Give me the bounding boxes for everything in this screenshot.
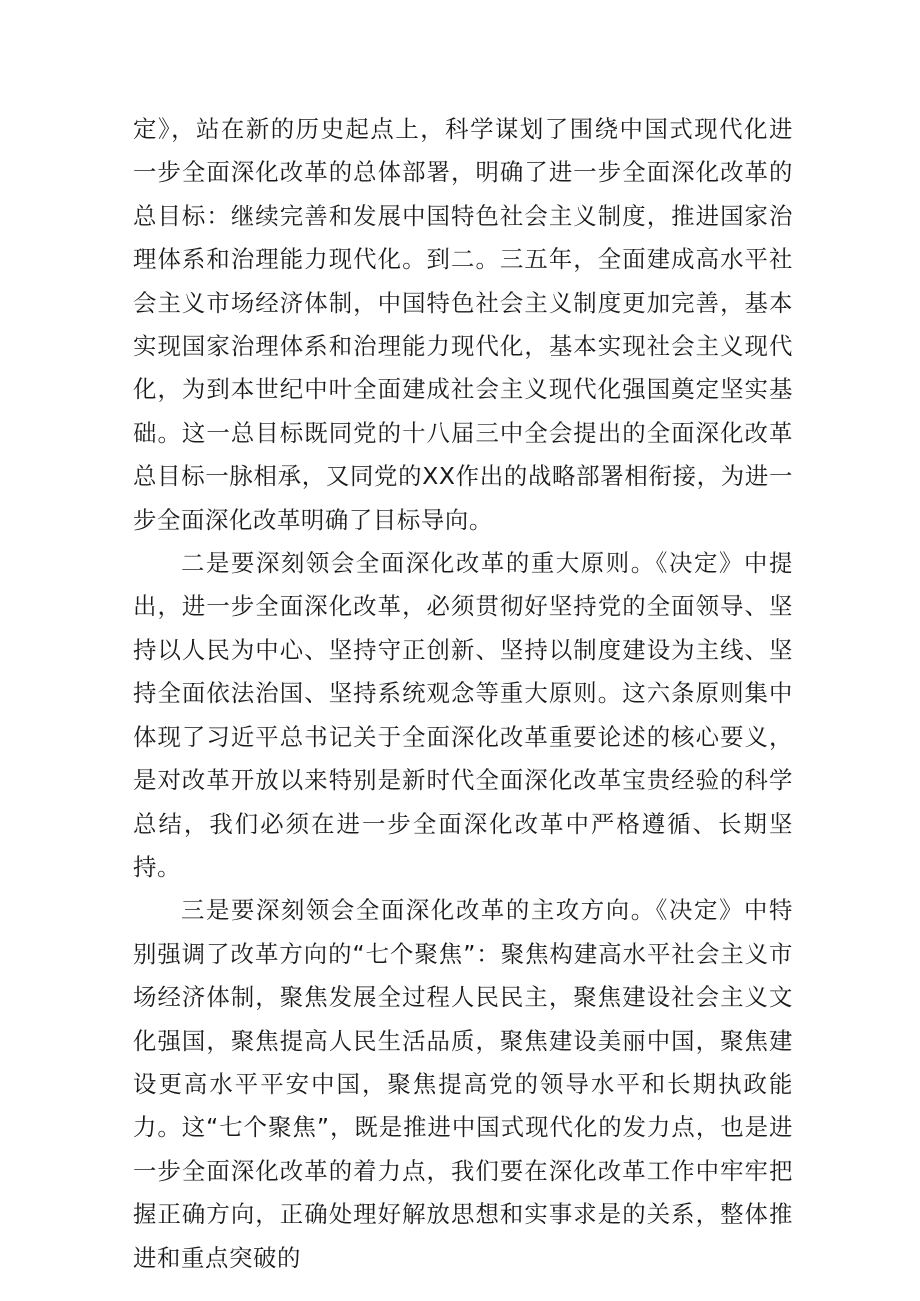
paragraph-continuation: 定》，站在新的历史起点上，科学谋划了围绕中国式现代化进一步全面深化改革的总体部署，明确了进一步全面深化改革的总目标：继续完善和发展中国特色社会主义制度，推进国家治理体系和治理能力现代化。到二。三五年，全面建成高水平社会主义市场经济体制，中国特色社会主义制度更加完善，基本实现国家治理体系和治理能力现代化，基本实现社会主义现代化，为到本世纪中叶全面建成社会主义现代化强国奠定坚实基础。这一总目标既同党的十八届三中全会提出的全面深化改革总目标一脉相承，又同党的XX作出的战略部署相衔接，为进一步全面深化改革明确了目标导向。 bbox=[133, 115, 793, 534]
paragraph-major-principles: 二是要深刻领会全面深化改革的重大原则。《决定》中提出，进一步全面深化改革，必须贯彻好坚持党的全面领导、坚持以人民为中心、坚持守正创新、坚持以制度建设为主线、坚持全面依法治国、坚持系统观念等重大原则。这六条原则集中体现了习近平总书记关于全面深化改革重要论述的核心要义，是对改革开放以来特别是新时代全面深化改革宝贵经验的科学总结，我们必须在进一步全面深化改革中严格遵循、长期坚持。 bbox=[133, 549, 793, 881]
document-body bbox=[133, 108, 793, 1280]
paragraph-main-direction: 三是要深刻领会全面深化改革的主攻方向。《决定》中特别强调了改革方向的“七个聚焦”：聚焦构建高水平社会主义市场经济体制，聚焦发展全过程人民民主，聚焦建设社会主义文化强国，聚焦提高人民生活品质，聚焦建设美丽中国，聚焦建设更高水平平安中国，聚焦提高党的领导水平和长期执政能力。这“七个聚焦”，既是推进中国式现代化的发力点，也是进一步全面深化改革的着力点，我们要在深化改革工作中牢牢把握正确方向，正确处理好解放思想和实事求是的关系，整体推进和重点突破的 bbox=[133, 896, 793, 1272]
